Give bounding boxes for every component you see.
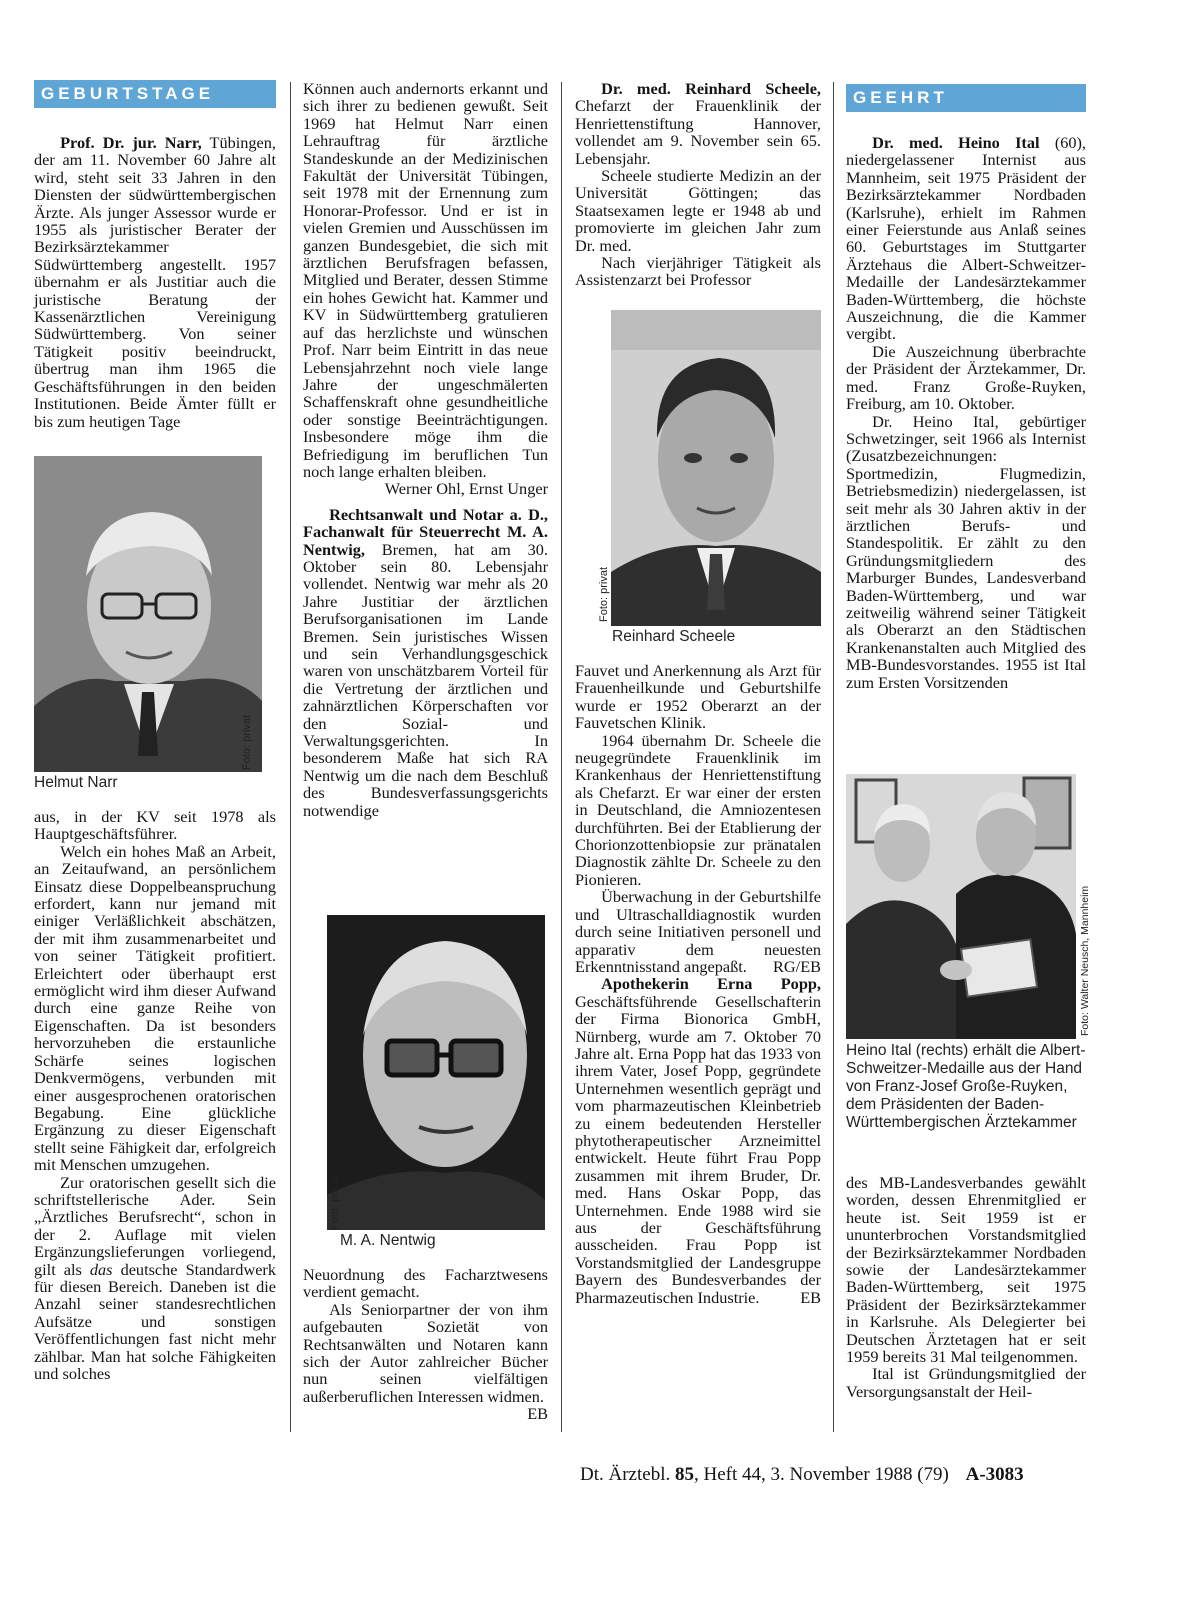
- column-4-top: [846, 134, 1086, 691]
- article-nentwig-intro: [303, 506, 548, 819]
- page-number: A-3083: [965, 1464, 1024, 1485]
- paragraph-text: Als Seniorpartner der von ihm aufgebauten Sozietät von Rechtsanwälten und Notaren kann sich der Autor zahlreicher Bücher nun seinen vielfältigen außerberuflichen Interessen widmen.: [303, 1299, 548, 1406]
- signature: EB: [800, 1287, 821, 1307]
- column-1-top: [34, 134, 276, 430]
- signature: RG/EB: [773, 956, 821, 976]
- portrait-image: [327, 915, 545, 1230]
- photo-credit-nentwig: Foto: privat: [329, 1174, 341, 1230]
- photo-credit-narr: Foto: privat: [241, 714, 253, 770]
- paragraph: Können auch andernorts erkannt und sich ihrer zu bedienen gewußt. Seit 1969 hat Helmut Narr einen Lehrauftrag für ärztliche Standeskunde an der Medizinischen Fakultät der Universität Tübingen, seit 1978 mit der Ernennung zum Honorar-Professor. Und er ist in vielen Gremien und Ausschüssen im ganzen Bundesgebiet, die sich mit ärztlichen Berufsfragen befassen, Mitglied und Berater, dessen Stimme ein hohes Gewicht hat. Kammer und KV in Südwürttemberg gratulieren auf das herzlichste und wünschen Prof. Narr beim Eintritt in das neue Lebensjahrzehnt noch viele lange Jahre der ungeschmälerten Schaffenskraft ohne gesundheitliche oder sonstige Beeinträchtigungen. Insbesondere möge ihm die Befriedigung im beruflichen Tun noch lange erhalten bleiben.: [303, 79, 548, 481]
- photo-m-a-nentwig: [327, 915, 545, 1230]
- paragraph: [34, 1174, 276, 1383]
- paragraph-text: Chefarzt der Frauenklinik der Henriettenstiftung Hannover, vollendet am 9. November sein 65. Lebensjahr.: [575, 96, 821, 168]
- paragraph: [303, 1299, 548, 1424]
- issue-info: , Heft 44, 3. November 1988 (79): [693, 1464, 949, 1485]
- article-ital-intro: [846, 134, 1086, 343]
- column-3-top: [575, 80, 821, 289]
- column-2-top: [303, 80, 548, 819]
- volume-number: 85: [674, 1464, 694, 1485]
- column-rule: [290, 82, 291, 1432]
- paragraph-text: (60), niedergelassener Internist aus Mannheim, seit 1975 Präsident der Bezirksärztekammer Nordbaden (Karlsruhe), erhielt im Rahmen einer Feierstunde aus Anlaß seines 60. Geburtstages im Stuttgarter Ärztehaus die Albert-Schweitzer-Medaille der Landesärztekammer Baden-Württemberg, die höchste Auszeichnung, die die Kammer vergibt.: [846, 133, 1087, 344]
- lead-name: Dr. med. Heino Ital: [872, 133, 1040, 152]
- photo-reinhard-scheele: [611, 310, 821, 626]
- paragraph: Neuordnung des Facharztwesens verdient gemacht.: [303, 1265, 548, 1302]
- column-rule: [833, 82, 834, 1432]
- paragraph: Nach vierjähriger Tätigkeit als Assistenzarzt bei Professor: [575, 253, 821, 290]
- article-popp-intro: [575, 975, 821, 1306]
- photo-credit-scheele: Foto: privat: [598, 566, 610, 622]
- page-footer: [580, 1464, 1118, 1486]
- paragraph-text: Geschäftsführende Gesellschafterin der Firma Bionorica GmbH, Nürnberg, wurde am 7. Oktober 70 Jahre alt. Erna Popp hat das 1933 von ihrem Vater, Josef Popp, gegründete Unternehmen wesentlich geprägt und vom pharmazeutischen Kleinbetrieb zu einem bedeutenden Hersteller phytotherapeutischer Arzneimittel entwickelt. Heute führt Frau Popp zusammen mit ihrem Bruder, Dr. med. Hans Oskar Popp, das Unternehmen. Ende 1988 wird sie aus der Geschäftsführung ausscheiden. Frau Popp ist Vorstandsmitglied der Landesgruppe Bayern des Bundesverbandes der Pharmazeutischen Industrie.: [575, 991, 821, 1307]
- paragraph: Dr. Heino Ital, gebürtiger Schwetzinger, seit 1966 als Internist (Zusatzbezeichnungen: Sportmedizin, Flugmedizin, Betriebsmedizin) niedergelassen, ist seit mehr als 30 Jahren aktiv in der ärztlichen Berufs- und Standespolitik. Er zählt zu den Gründungsmitgliedern des Marburger Bundes, Landesverband Baden-Württemberg, und war zeitweilig während seiner Tätigkeit als Oberarzt an den Städtischen Krankenanstalten auch Mitglied des MB-Bundesvorstandes. 1955 ist Ital zum Ersten Vorsitzenden: [846, 411, 1086, 692]
- section-banner-geehrt: GEEHRT: [846, 84, 1086, 112]
- paragraph: Fauvet und Anerkennung als Arzt für Frauenheilkunde und Geburtshilfe wurde er 1952 Oberarzt an der Fauvetschen Klinik.: [575, 661, 821, 733]
- journal-name: Dt. Ärztebl.: [580, 1464, 671, 1485]
- photo-caption-scheele: Reinhard Scheele: [612, 628, 736, 645]
- signature: Werner Ohl, Ernst Unger: [384, 479, 548, 499]
- column-2-bottom: [303, 1266, 548, 1423]
- paragraph: Die Auszeichnung überbrachte der Präsident der Ärztekammer, Dr. med. Franz Große-Ruyken, Freiburg, am 10. Oktober.: [846, 341, 1086, 414]
- photo-caption-ital: Heino Ital (rechts) erhält die Albert-Schweitzer-Medaille aus der Hand von Franz-Josef Große-Ruyken, dem Präsidenten der Baden-Württembergischen Ärztekammer: [846, 1042, 1086, 1131]
- paragraph-text: Tübingen, der am 11. November 60 Jahre alt wird, steht seit 33 Jahren in den Diensten der südwürttembergischen Ärzte. Als junger Assessor wurde er 1955 als juristischer Berater der Bezirksärztekammer Südwürttemberg angestellt. 1957 übernahm er als Justitiar auch die juristische Beratung der Kassenärztlichen Vereinigung Südwürttemberg. Von seiner Tätigkeit positiv beeindruckt, übertrug man ihm 1965 die Geschäftsführungen in den beiden Institutionen. Beide Ämter füllt er bis zum heutigen Tage: [34, 133, 276, 431]
- column-4-bottom: [846, 1174, 1086, 1400]
- text-run: Zur oratorischen gesellt sich die schriftstellerische Ader. Sein „Ärztliches Berufsrecht“, schon in der 2. Auflage mit vielen Ergänzungslieferungen vorliegend, gilt als: [34, 1172, 276, 1279]
- photo-caption-nentwig: M. A. Nentwig: [340, 1232, 436, 1249]
- lead-name: Dr. med. Reinhard Scheele,: [601, 79, 821, 98]
- lead-name: Rechtsanwalt und Notar a. D., Fachanwalt für Steuerrecht M. A. Nentwig,: [303, 504, 548, 559]
- photo-ital-award: [846, 774, 1076, 1039]
- event-image: [846, 774, 1076, 1039]
- paragraph: 1964 übernahm Dr. Scheele die neugegründete Frauenklinik im Krankenhaus der Henriettenstiftung als Chefarzt. Er war einer der ersten in Deutschland, die Amniozentesen durchführten. Bei der Etablierung der Chorionzottenbiopsie zur pränatalen Diagnostik zählte Dr. Scheele zu den Pionieren.: [575, 730, 821, 889]
- paragraph: aus, in der KV seit 1978 als Hauptgeschäftsführer.: [34, 807, 276, 844]
- photo-credit-ital: Foto: Walter Neusch, Mannheim: [1079, 885, 1091, 1036]
- paragraph-text: Überwachung in der Geburtshilfe und Ultraschalldiagnostik wurden durch seine Initiativen personell und apparativ dem neuesten Erkenntnisstand angepaßt.: [575, 887, 821, 976]
- photo-caption-narr: Helmut Narr: [34, 774, 118, 791]
- portrait-image: [34, 456, 262, 772]
- lead-name: Prof. Dr. jur. Narr,: [60, 133, 202, 152]
- section-banner-geburtstage: GEBURTSTAGE: [34, 80, 276, 108]
- paragraph: Scheele studierte Medizin an der Universität Göttingen; das Staatsexamen legte er 1948 ab und promovierte im gleichen Jahr zum Dr. med.: [575, 166, 821, 255]
- lead-name: Apothekerin Erna Popp,: [601, 974, 821, 994]
- column-rule: [561, 82, 562, 1432]
- paragraph: Ital ist Gründungsmitglied der Versorgungsanstalt der Heil-: [846, 1364, 1086, 1401]
- signature: EB: [527, 1404, 548, 1424]
- paragraph: Welch ein hohes Maß an Arbeit, an Zeitaufwand, an persönlichem Einsatz diese Doppelbeanspruchung erfordert, kann nur jemand mit einiger Verläßlichkeit abschätzen, der mit ihm zusammenarbeitet und von seiner Tätigkeit profitiert. Erleichtert oder überhaupt erst ermöglicht wird ihm dieser Aufwand durch eine ganze Reihe von Eigenschaften. Da ist besonders hervorzuheben die erstaunliche Schärfe seines logischen Denkvermögens, verbunden mit einer ausgesprochenen oratorischen Begabung. Eine glückliche Ergänzung zu dieser Eigenschaft stellt seine Fähigkeit dar, erfolgreich mit Menschen umzugehen.: [34, 841, 276, 1175]
- emphasis: das: [89, 1259, 113, 1279]
- text-run: deutsche Standardwerk für diesen Bereich. Daneben ist die Anzahl seiner standesrechtlichen Aufsätze und sonstigen Veröffentlichungen fast nicht mehr zählbar. Man hat solche Fähigkeiten und solches: [34, 1259, 276, 1383]
- paragraph: [575, 888, 821, 975]
- article-narr-intro: [34, 134, 276, 430]
- column-3-bottom: [575, 662, 821, 1306]
- article-scheele-intro: [575, 80, 821, 167]
- paragraph: des MB-Landesverbandes gewählt worden, dessen Ehrenmitglied er heute ist. Seit 1959 ist er ununterbrochen Vorstandsmitglied der Bezirksärztekammer Nordbaden sowie der Landesärztekammer Baden-Württemberg, seit 1975 Präsident der Bezirksärztekammer in Karlsruhe. Als Delegierter bei Deutschen Ärztetagen hat er seit 1959 bereits 31 Mal teilgenommen.: [846, 1173, 1086, 1367]
- paragraph-text: Bremen, hat am 30. Oktober sein 80. Lebensjahr vollendet. Nentwig war mehr als 20 Jahre Justitiar der ärztlichen Berufsorganisationen im Lande Bremen. Sein juristisches Wissen und sein Verhandlungsgeschick waren von unschätzbarem Vorteil für die Vertretung der ärztlichen und zahnärztlichen Körperschaften vor den Sozial- und Verwaltungsgerichten. In besonderem Maße hat sich RA Nentwig um die nach dem Beschluß des Bundesverfassungsgerichts notwendige: [303, 539, 548, 820]
- column-1-bottom: [34, 808, 276, 1382]
- photo-helmut-narr: [34, 456, 262, 772]
- portrait-image: [611, 310, 821, 626]
